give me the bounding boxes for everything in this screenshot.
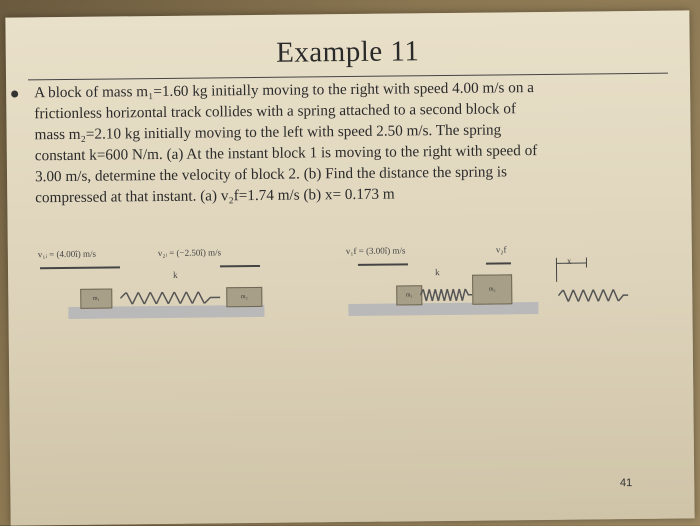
block-m1-before — [80, 288, 112, 308]
block-m2-before — [226, 287, 262, 307]
problem-line: 3.00 m/s, determine the velocity of block 2. (b) Find the distance the spring is — [34, 163, 508, 186]
v2f-label: v₂f — [495, 244, 507, 255]
v1f-label: v₁f = (3.00î) m/s — [345, 245, 406, 257]
problem-line: A block of mass m₁=1.60 kg initially moving to the right with speed 4.00 m/s on a — [34, 79, 535, 102]
v1i-label: v₁ᵢ = (4.00î) m/s — [37, 248, 97, 260]
problem-line: frictionless horizontal track collides with a spring attached to a second block of — [34, 100, 517, 123]
block-m2-during — [472, 274, 512, 304]
k-label-2: k — [434, 267, 440, 278]
k-label-1: k — [173, 269, 178, 280]
v2i-arrow — [220, 265, 260, 267]
problem-line: mass m₂=2.10 kg initially moving to the left with speed 2.50 m/s. The spring — [34, 121, 502, 144]
spring-length-icon — [558, 289, 628, 302]
m2-label-before: m₂ — [240, 294, 248, 301]
bullet-icon — [11, 90, 18, 97]
problem-line: compressed at that instant. (a) v₂f=1.74 m/s (b) x= 0.173 m — [35, 185, 395, 207]
m1-label-during: m₁ — [405, 292, 413, 299]
v2f-arrow — [486, 262, 511, 264]
x-label: x — [566, 255, 572, 266]
slide-title: Example 11 — [275, 35, 420, 69]
m1-label-before: m₁ — [92, 295, 100, 302]
problem-statement — [34, 76, 675, 209]
page-number: 41 — [619, 477, 633, 490]
block-m1-during — [396, 285, 422, 305]
slide — [5, 10, 694, 525]
collision-figure — [8, 242, 693, 339]
x-tick-left — [556, 258, 557, 282]
m2-label-during: m₂ — [488, 286, 496, 293]
v1f-arrow — [358, 263, 408, 266]
v2i-label: v₂ᵢ = (−2.50î) m/s — [157, 247, 222, 259]
x-tick-right — [586, 258, 587, 268]
spring-icon — [120, 291, 220, 304]
v1i-arrow — [40, 266, 120, 269]
compressed-spring-icon — [420, 289, 472, 302]
problem-line: constant k=600 N/m. (a) At the instant block 1 is moving to the right with speed of — [34, 142, 538, 165]
